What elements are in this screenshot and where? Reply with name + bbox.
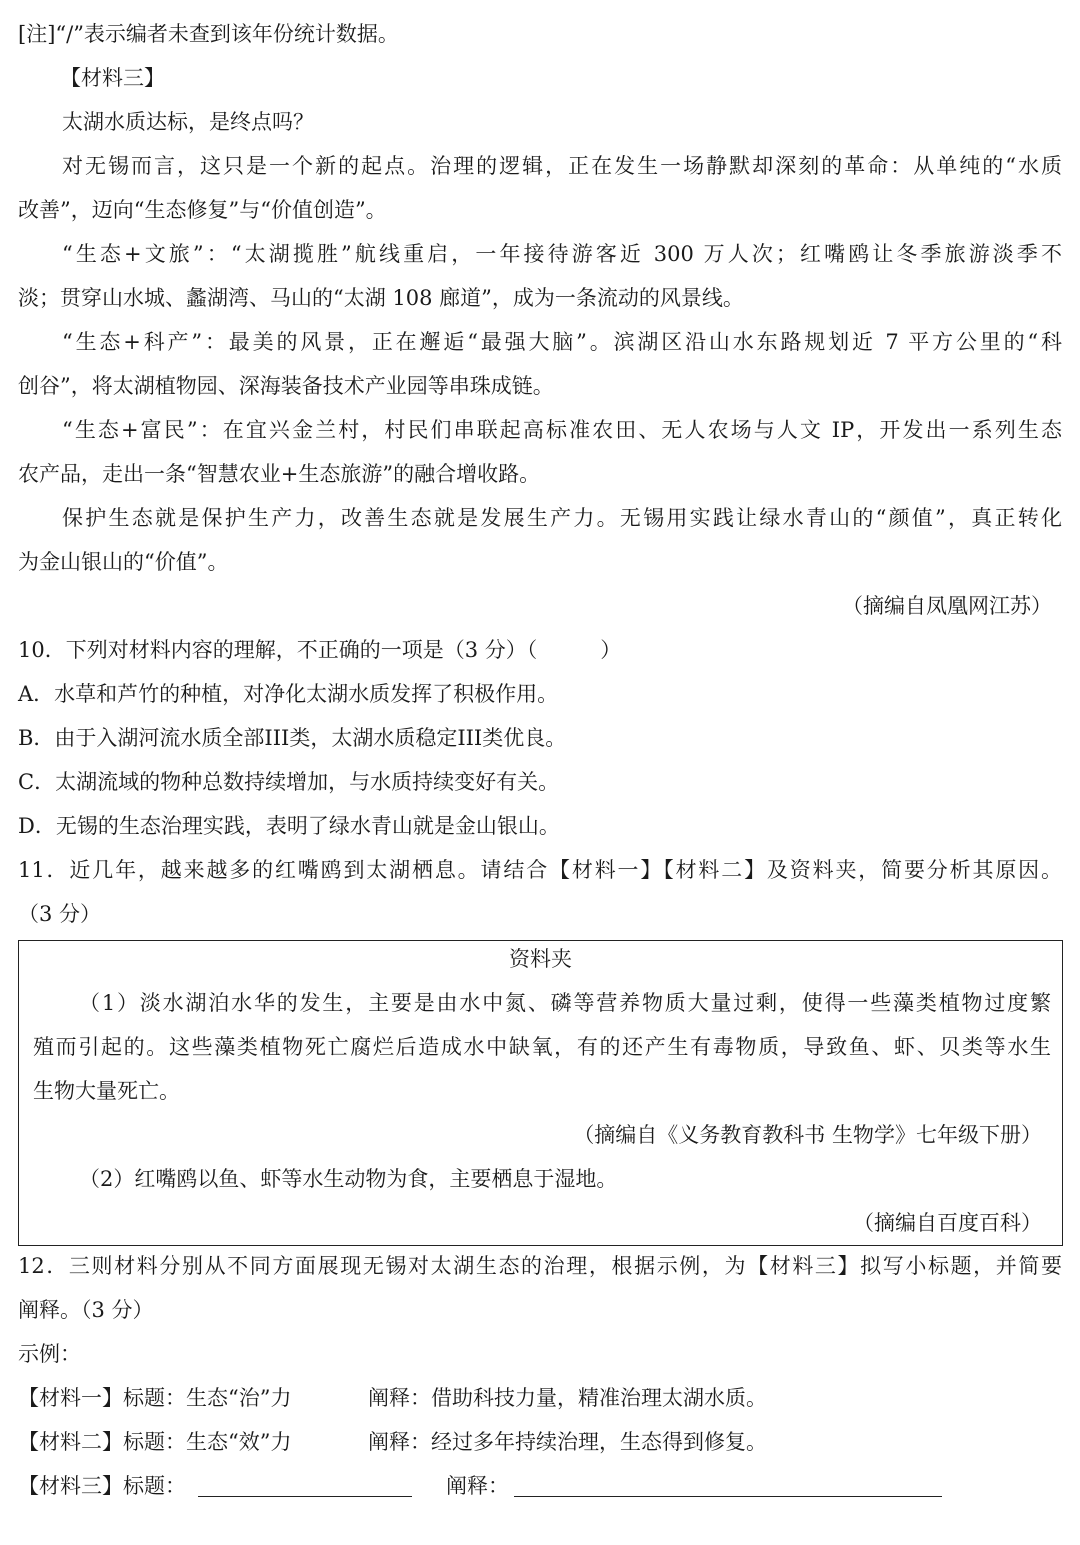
question-10-option-c: C．太湖流域的物种总数持续增加，与水质持续变好有关。 [18, 770, 560, 794]
material-3-paragraph-3-line-1: “生态+文旅”：“太湖揽胜”航线重启，一年接待游客近 300 万人次；红嘴鸥让冬季旅游淡季不 [62, 242, 1062, 266]
answer-explanation-blank[interactable] [514, 1472, 942, 1500]
example-1-explanation: 阐释：借助科技力量，精准治理太湖水质。 [368, 1386, 767, 1410]
resource-item-1-line-3: 生物大量死亡。 [33, 1079, 180, 1103]
resource-item-1-source: （摘编自《义务教育教科书 生物学》七年级下册） [573, 1123, 1042, 1147]
answer-title-blank[interactable] [198, 1472, 412, 1500]
resource-item-1-line-2: 殖而引起的。这些藻类植物死亡腐烂后造成水中缺氧，有的还产生有毒物质，导致鱼、虾、贝类等水生 [33, 1035, 1051, 1059]
material-3-paragraph-4-line-2: 创谷”，将太湖植物园、深海装备技术产业园等串珠成链。 [18, 374, 554, 398]
resource-folder-box [18, 940, 1063, 1246]
example-2-explanation: 阐释：经过多年持续治理，生态得到修复。 [368, 1430, 767, 1454]
material-3-paragraph-2-line-2: 改善”，迈向“生态修复”与“价值创造”。 [18, 198, 387, 222]
question-12-stem-line-2: 阐释。（3 分） [18, 1298, 154, 1322]
material-3-source: （摘编自凤凰网江苏） [842, 594, 1052, 618]
material-3-paragraph-6-line-1: 保护生态就是保护生产力，改善生态就是发展生产力。无锡用实践让绿水青山的“颜值”，真正转化 [62, 506, 1062, 530]
resource-folder-title: 资料夹 [509, 947, 572, 971]
question-10-option-d: D．无锡的生态治理实践，表明了绿水青山就是金山银山。 [18, 814, 560, 838]
question-11-stem-line-1: 11．近几年，越来越多的红嘴鸥到太湖栖息。请结合【材料一】【材料二】及资料夹，简要分析其原因。 [18, 858, 1062, 882]
example-label: 示例： [18, 1342, 81, 1366]
example-1-title: 【材料一】标题：生态“治”力 [18, 1386, 292, 1410]
material-3-paragraph-3-line-2: 淡；贯穿山水城、蠡湖湾、马山的“太湖 108 廊道”，成为一条流动的风景线。 [18, 286, 744, 310]
question-11-stem-line-2: （3 分） [18, 902, 102, 926]
resource-item-2: （2）红嘴鸥以鱼、虾等水生动物为食，主要栖息于湿地。 [79, 1167, 618, 1191]
material-3-heading: 【材料三】 [60, 66, 165, 90]
material-3-paragraph-5-line-1: “生态+富民”：在宜兴金兰村，村民们串联起高标准农田、无人农场与人文 IP，开发出一系列生态 [62, 418, 1062, 442]
question-12-stem-line-1: 12．三则材料分别从不同方面展现无锡对太湖生态的治理，根据示例，为【材料三】拟写小标题，并简要 [18, 1254, 1062, 1278]
example-2-title: 【材料二】标题：生态“效”力 [18, 1430, 292, 1454]
material-3-paragraph-2-line-1: 对无锡而言，这只是一个新的起点。治理的逻辑，正在发生一场静默却深刻的革命：从单纯的“水质 [62, 154, 1062, 178]
resource-item-2-source: （摘编自百度百科） [853, 1211, 1042, 1235]
material-3-paragraph-5-line-2: 农产品，走出一条“智慧农业+生态旅游”的融合增收路。 [18, 462, 541, 486]
note-text: [注]“/”表示编者未查到该年份统计数据。 [18, 22, 399, 46]
resource-item-1-line-1: （1）淡水湖泊水华的发生，主要是由水中氮、磷等营养物质大量过剩，使得一些藻类植物过度繁 [79, 991, 1051, 1015]
material-3-paragraph-4-line-1: “生态+科产”：最美的风景，正在邂逅“最强大脑”。滨湖区沿山水东路规划近 7 平方公里的“科 [62, 330, 1062, 354]
material-3-paragraph-6-line-2: 为金山银山的“价值”。 [18, 550, 229, 574]
question-10-option-b: B．由于入湖河流水质全部III类，太湖水质稳定III类优良。 [18, 726, 567, 750]
question-10-option-a: A．水草和芦竹的种植，对净化太湖水质发挥了积极作用。 [18, 682, 559, 706]
material-3-paragraph-1: 太湖水质达标，是终点吗？ [62, 110, 314, 134]
question-10-stem: 10．下列对材料内容的理解，不正确的一项是（3 分）（ ） [18, 638, 622, 662]
answer-title-label: 【材料三】标题： [18, 1474, 186, 1498]
answer-explanation-label: 阐释： [446, 1474, 509, 1498]
